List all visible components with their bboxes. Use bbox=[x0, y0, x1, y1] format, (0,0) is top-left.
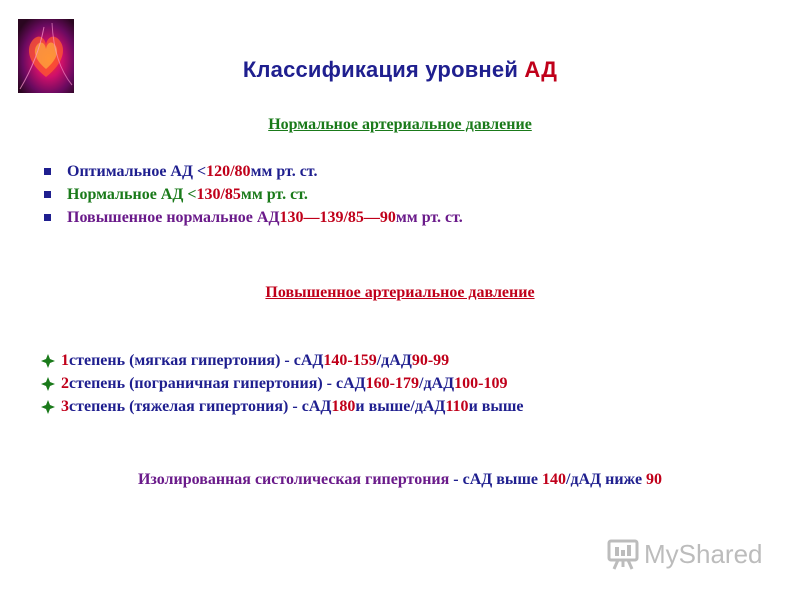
diamond-bullet-icon bbox=[40, 399, 56, 415]
grade-dbp: 90-99 bbox=[411, 351, 450, 369]
item-label: Оптимальное АД < bbox=[67, 162, 207, 180]
myshared-watermark bbox=[606, 536, 763, 572]
square-bullet-icon bbox=[44, 168, 51, 175]
slide-title bbox=[0, 57, 800, 83]
list-item-normal bbox=[40, 183, 463, 206]
diamond-bullet-icon bbox=[40, 353, 56, 369]
grade-number: 1 bbox=[61, 351, 69, 369]
normal-pressure-list bbox=[40, 160, 463, 229]
item-unit: мм рт. ст. bbox=[250, 162, 318, 180]
hypertension-grades-list bbox=[40, 349, 524, 418]
isolated-text: - сАД выше bbox=[449, 471, 543, 488]
item-value: 130/85 bbox=[196, 185, 241, 203]
grade-sbp: 140-159 bbox=[323, 351, 377, 369]
list-item-grade-1 bbox=[40, 349, 524, 372]
grade-sbp: 180 bbox=[331, 397, 356, 415]
isolated-sbp: 140 bbox=[542, 471, 567, 488]
brand-name: MyShared bbox=[644, 538, 763, 569]
grade-text: степень (тяжелая гипертония) - сАД bbox=[69, 397, 332, 415]
grade-number: 2 bbox=[61, 374, 69, 392]
grade-text: степень (мягкая гипертония) - сАД bbox=[69, 351, 324, 369]
grade-text: степень (пограничная гипертония) - сАД bbox=[69, 374, 366, 392]
item-label: Нормальное АД < bbox=[67, 185, 197, 203]
grade-text: /дАД bbox=[376, 351, 412, 369]
list-item-grade-2 bbox=[40, 372, 524, 395]
presentation-board-icon bbox=[606, 537, 640, 571]
item-value: 120/80 bbox=[206, 162, 251, 180]
isolated-hypertension-line bbox=[0, 471, 800, 489]
isolated-label: Изолированная систолическая гипертония bbox=[137, 471, 450, 488]
grade-sbp: 160-179 bbox=[365, 374, 419, 392]
item-label: Повышенное нормальное АД bbox=[67, 208, 280, 226]
isolated-dbp: 90 bbox=[646, 471, 663, 488]
list-item-high-normal bbox=[40, 206, 463, 229]
isolated-text: /дАД ниже bbox=[566, 471, 647, 488]
item-unit: мм рт. ст. bbox=[395, 208, 463, 226]
title-main: Классификация уровней bbox=[242, 57, 519, 82]
grade-dbp: 100-109 bbox=[454, 374, 508, 392]
square-bullet-icon bbox=[44, 214, 51, 221]
item-unit: мм рт. ст. bbox=[240, 185, 308, 203]
list-item-optimal bbox=[40, 160, 463, 183]
high-pressure-heading: Повышенное артериальное давление bbox=[265, 284, 535, 301]
list-item-grade-3 bbox=[40, 395, 524, 418]
diamond-bullet-icon bbox=[40, 376, 56, 392]
normal-pressure-heading: Нормальное артериальное давление bbox=[268, 116, 532, 133]
item-value: 130—139/85—90 bbox=[279, 208, 396, 226]
grade-number: 3 bbox=[61, 397, 69, 415]
title-accent: АД bbox=[524, 57, 558, 82]
grade-text: /дАД bbox=[419, 374, 455, 392]
grade-text: и выше/дАД bbox=[355, 397, 446, 415]
square-bullet-icon bbox=[44, 191, 51, 198]
grade-text: и выше bbox=[468, 397, 524, 415]
grade-dbp: 110 bbox=[445, 397, 469, 415]
